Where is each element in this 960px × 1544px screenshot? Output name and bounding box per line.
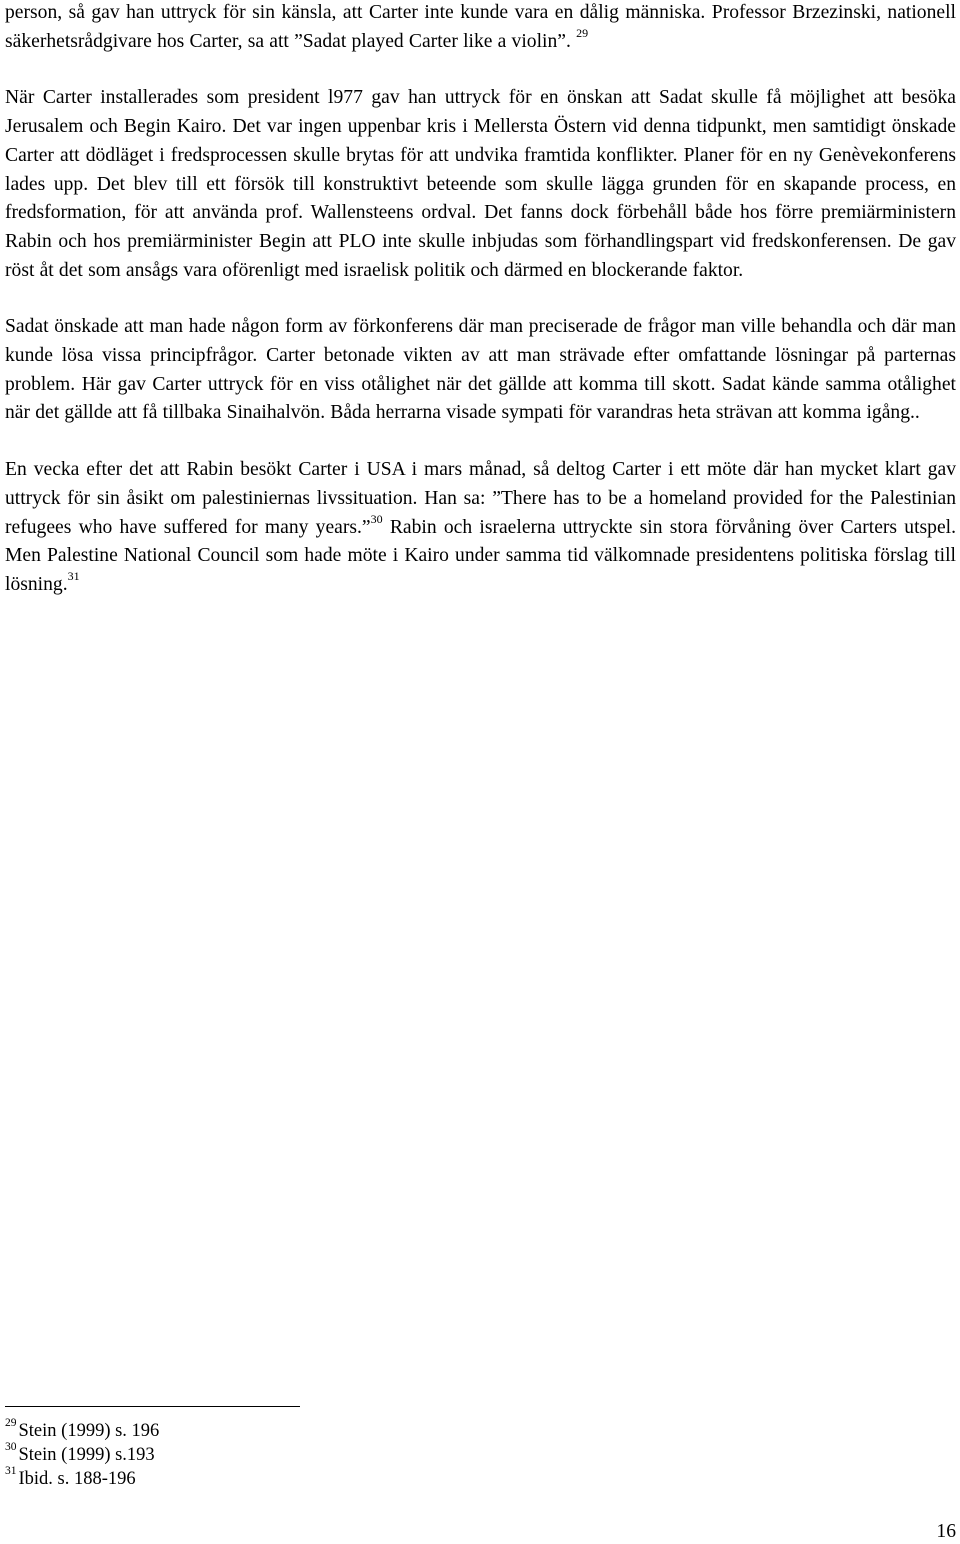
paragraph (5, 84, 956, 285)
paragraph-text: Sadat önskade att man hade någon form av förkonferens där man preciserade de frågor man ville behandla och där man kunde lösa vissa principfrågor. Carter betonade vikten av att man strävade efter omfattande lösningar på parternas problem. Här gav Carter uttryck för en viss otålighet när det gällde att komma till skott. Sadat kände samma otålighet när det gällde att få tillbaka Sinaihalvön. Båda herrarna visade sympati för varandras heta strävan att komma igång.. (5, 316, 956, 424)
footnote-number: 29 (5, 1416, 17, 1429)
footnote-text: Ibid. s. 188-196 (18, 1469, 136, 1489)
footnote-number: 30 (5, 1440, 17, 1453)
paragraph (5, 456, 956, 600)
footnote-text: Stein (1999) s. 196 (18, 1421, 160, 1441)
paragraph (5, 0, 956, 56)
footnote (5, 1464, 605, 1491)
paragraph-text: person, så gav han uttryck för sin känsla, att Carter inte kunde vara en dålig människa. Professor Brzezinski, nationell säkerhetsrådgivare hos Carter, sa att ”Sadat played Carter like a violin”. (5, 2, 956, 52)
footnote-number: 31 (5, 1464, 17, 1477)
footnote-reference[interactable]: 31 (67, 569, 80, 584)
paragraph-text: Rabin och israelerna uttryckte sin stora förvåning över Carters utspel. Men Palestine National Council som hade möte i Kairo under samma tid välkomnade presidentens politiska förslag till lösning. (5, 516, 956, 595)
footnote-reference[interactable]: 29 (576, 26, 589, 41)
paragraph-text: En vecka efter det att Rabin besökt Carter i USA i mars månad, så deltog Carter i ett möte där han mycket klart gav uttryck för sin åsikt om palestiniernas livssituation. Han sa: ”There has to be a homeland provided for the Palestinian refugees who have suffered for many years.” (5, 459, 956, 538)
footnote-separator (5, 1406, 300, 1407)
paragraph-text: När Carter installerades som president l977 gav han uttryck för en önskan att Sadat skulle få möjlighet att besöka Jerusalem och Begin Kairo. Det var ingen uppenbar kris i Mellersta Östern vid denna tidpunkt, men samtidigt önskade Carter att dödläget i fredsprocessen skulle brytas för att undvika framtida konflikter. Planer för en ny Genèvekonferens lades upp. Det blev till ett försök till konstruktivt beteende som skulle lägga grunden för en skapande process, en fredsformation, för att använda prof. Wallensteens ordval. Det fanns dock förbehåll både hos förre premiärministern Rabin och hos premiärminister Begin att PLO inte skulle inbjudas som förhandlingspart vid fredskonferensen. De gav röst åt det som ansågs vara oförenligt med israelisk politik och därmed en blockerande faktor. (5, 87, 956, 281)
page-number: 16 (936, 1521, 956, 1542)
footnote-reference[interactable]: 30 (370, 512, 383, 527)
footnote-text: Stein (1999) s.193 (18, 1445, 155, 1465)
footnotes (5, 1416, 605, 1491)
footnote (5, 1416, 605, 1443)
body-text (5, 0, 956, 600)
footnote (5, 1440, 605, 1467)
paragraph (5, 313, 956, 428)
